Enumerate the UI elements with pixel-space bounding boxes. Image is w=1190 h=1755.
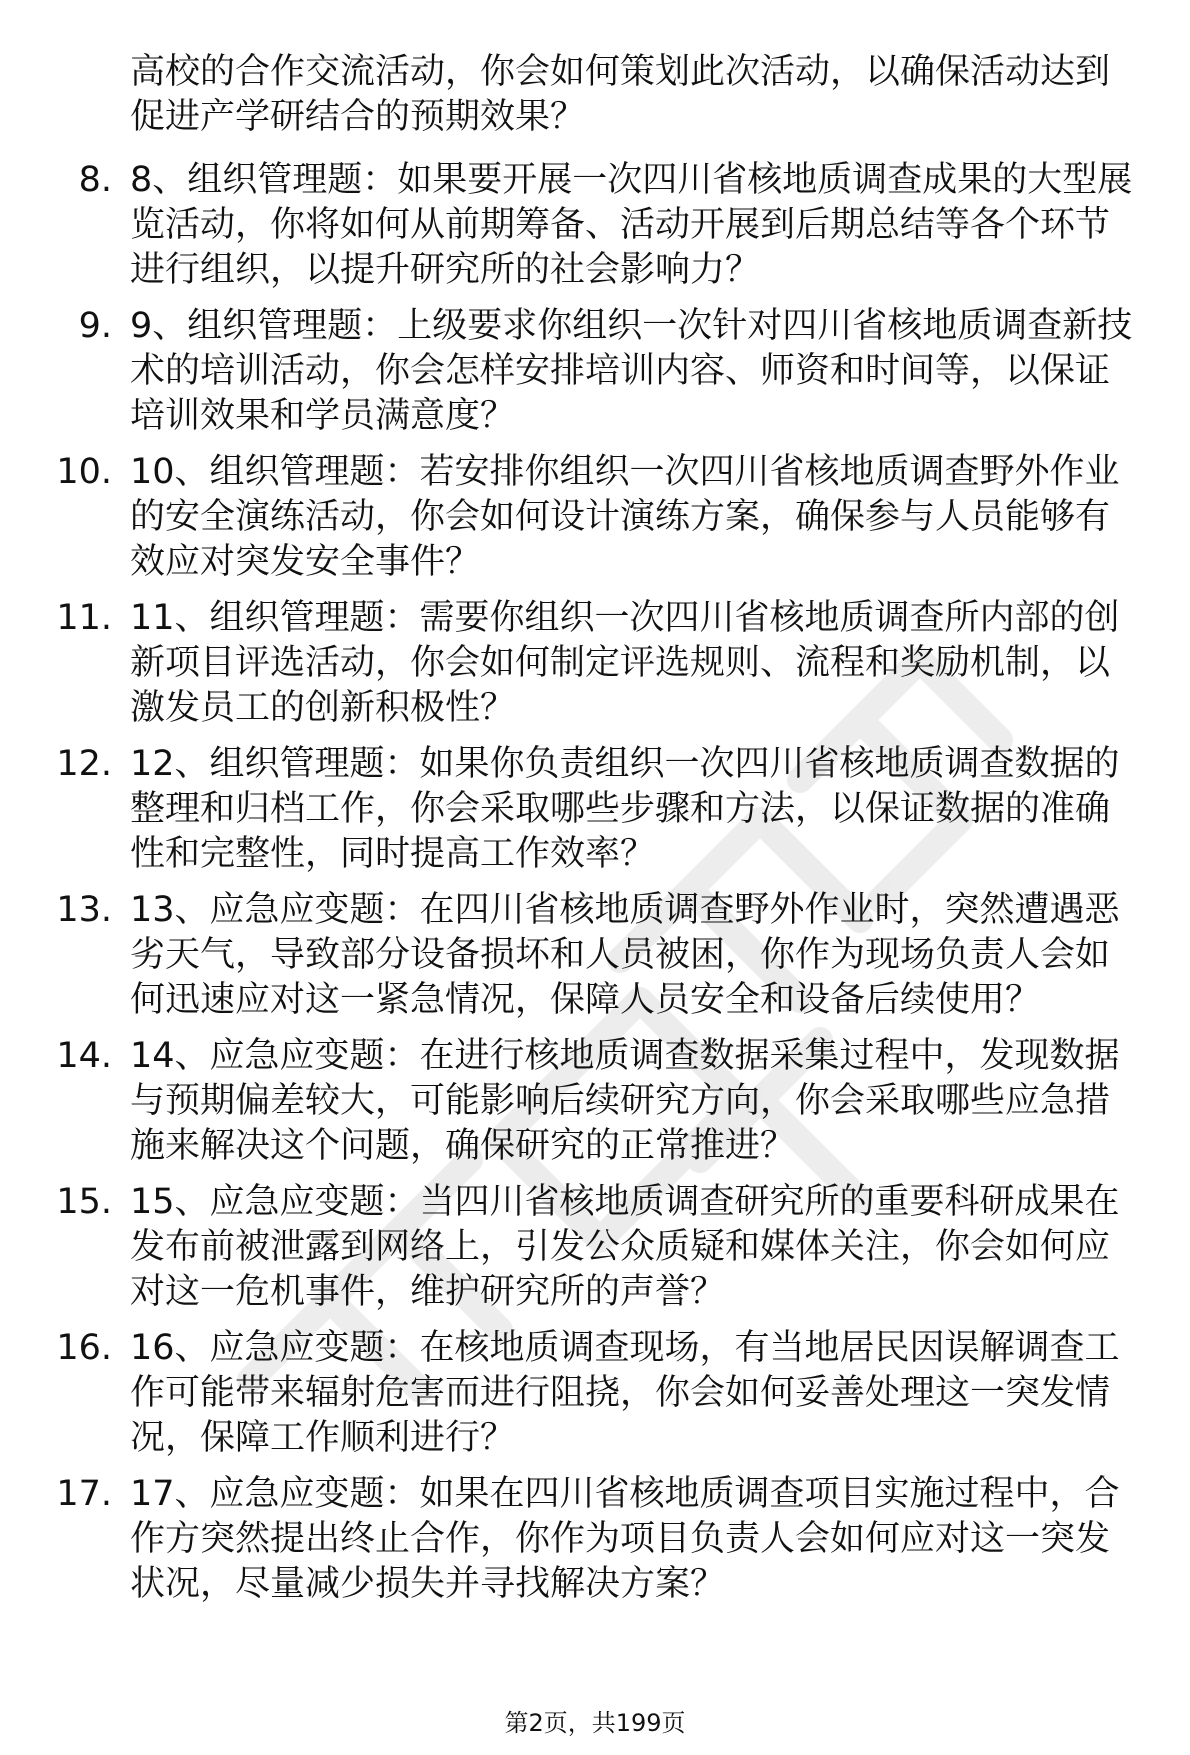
question-text: 11、组织管理题：需要你组织一次四川省核地质调查所内部的创 新项目评选活动，你会如何制定评选规则、流程和奖励机制，以 激发员工的创新积极性？ bbox=[130, 598, 1120, 728]
question-item bbox=[0, 450, 1190, 596]
intro-paragraph: 高校的合作交流活动，你会如何策划此次活动，以确保活动达到 促进产学研结合的预期效果？ bbox=[130, 52, 1111, 137]
question-item bbox=[0, 888, 1190, 1034]
question-number: 10. bbox=[56, 452, 112, 492]
question-text: 9、组织管理题：上级要求你组织一次针对四川省核地质调查新技 术的培训活动，你会怎样安排培训内容、师资和时间等，以保证 培训效果和学员满意度？ bbox=[130, 306, 1133, 436]
question-item bbox=[0, 1180, 1190, 1326]
page-footer: 第2页，共199页 bbox=[504, 1709, 686, 1737]
question-item bbox=[0, 1326, 1190, 1472]
question-list bbox=[0, 158, 1190, 1618]
question-number: 16. bbox=[56, 1328, 112, 1368]
question-number: 12. bbox=[56, 744, 112, 784]
question-number: 14. bbox=[56, 1036, 112, 1076]
question-item bbox=[0, 742, 1190, 888]
question-number: 8. bbox=[78, 160, 112, 200]
question-item bbox=[0, 1472, 1190, 1618]
question-text: 14、应急应变题：在进行核地质调查数据采集过程中，发现数据 与预期偏差较大，可能影响后续研究方向，你会采取哪些应急措 施来解决这个问题，确保研究的正常推进？ bbox=[130, 1036, 1120, 1166]
question-text: 8、组织管理题：如果要开展一次四川省核地质调查成果的大型展 览活动，你将如何从前期筹备、活动开展到后期总结等各个环节 进行组织，以提升研究所的社会影响力？ bbox=[130, 160, 1133, 290]
question-item bbox=[0, 304, 1190, 450]
question-number: 13. bbox=[56, 890, 112, 930]
question-item bbox=[0, 596, 1190, 742]
question-text: 17、应急应变题：如果在四川省核地质调查项目实施过程中，合 作方突然提出终止合作，你作为项目负责人会如何应对这一突发 状况，尽量减少损失并寻找解决方案？ bbox=[130, 1474, 1120, 1604]
question-number: 15. bbox=[56, 1182, 112, 1222]
question-text: 15、应急应变题：当四川省核地质调查研究所的重要科研成果在 发布前被泄露到网络上，引发公众质疑和媒体关注，你会如何应 对这一危机事件，维护研究所的声誉？ bbox=[130, 1182, 1120, 1312]
question-text: 12、组织管理题：如果你负责组织一次四川省核地质调查数据的 整理和归档工作，你会采取哪些步骤和方法，以保证数据的准确 性和完整性，同时提高工作效率？ bbox=[130, 744, 1120, 874]
question-text: 13、应急应变题：在四川省核地质调查野外作业时，突然遭遇恶 劣天气，导致部分设备损坏和人员被困，你作为现场负责人会如 何迅速应对这一紧急情况，保障人员安全和设备后续使用？ bbox=[130, 890, 1120, 1020]
question-text: 10、组织管理题：若安排你组织一次四川省核地质调查野外作业 的安全演练活动，你会如何设计演练方案，确保参与人员能够有 效应对突发安全事件？ bbox=[130, 452, 1120, 582]
question-item bbox=[0, 158, 1190, 304]
question-number: 9. bbox=[78, 306, 112, 346]
question-number: 17. bbox=[56, 1474, 112, 1514]
question-item bbox=[0, 1034, 1190, 1180]
question-text: 16、应急应变题：在核地质调查现场，有当地居民因误解调查工 作可能带来辐射危害而进行阻挠，你会如何妥善处理这一突发情 况，保障工作顺利进行？ bbox=[130, 1328, 1120, 1458]
question-number: 11. bbox=[56, 598, 112, 638]
